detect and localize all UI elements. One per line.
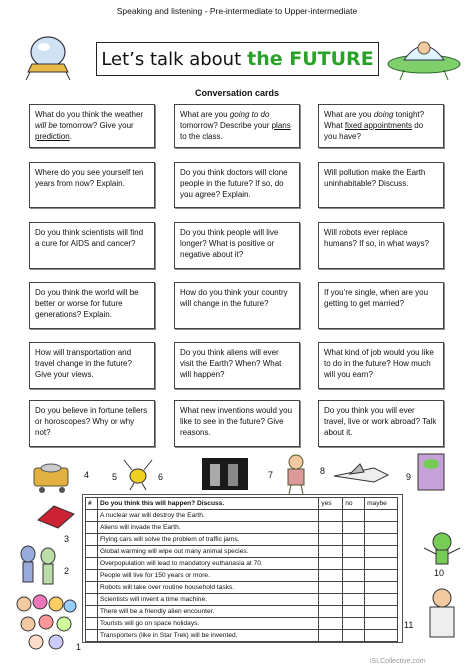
- survey-row: [86, 630, 398, 642]
- survey-header-maybe: maybe: [365, 498, 398, 510]
- survey-yes-cell[interactable]: [319, 582, 343, 594]
- card-text: tomorrow? Describe your: [180, 121, 272, 130]
- card-text: What are you: [324, 110, 374, 119]
- survey-row: [86, 570, 398, 582]
- conversation-card-12: If you’re single, when are you getting to get married?: [318, 282, 444, 329]
- survey-no-cell[interactable]: [343, 570, 365, 582]
- conversation-card-11: How do you think your country will change in the future?: [174, 282, 300, 329]
- survey-yes-cell[interactable]: [319, 570, 343, 582]
- picture-number-6: 6: [158, 472, 164, 482]
- picture-number-3: 3: [64, 534, 70, 544]
- survey-row: [86, 510, 398, 522]
- card-text: .: [69, 132, 72, 141]
- survey-no-cell[interactable]: [343, 594, 365, 606]
- survey-header-row: [86, 498, 398, 510]
- survey-header-question: Do you think this will happen? Discuss.: [97, 498, 318, 510]
- survey-statement: Flying cars will solve the problem of traffic jams.: [97, 534, 318, 546]
- green-alien-illustration: [420, 530, 464, 570]
- conversation-card-18: Do you think you will ever travel, live or work abroad? Talk about it.: [318, 400, 444, 447]
- survey-yes-cell[interactable]: [319, 546, 343, 558]
- survey-maybe-cell[interactable]: [365, 582, 398, 594]
- survey-statement: Robots will take over routine household tasks.: [97, 582, 318, 594]
- survey-number-cell: [86, 522, 98, 534]
- survey-statement: Tourists will go on space holidays.: [97, 618, 318, 630]
- survey-no-cell[interactable]: [343, 534, 365, 546]
- picture-number-11: 11: [404, 620, 414, 630]
- survey-header-number: #: [86, 498, 98, 510]
- survey-statement: Global warming will wipe out many animal species.: [97, 546, 318, 558]
- survey-statement: There will be a friendly alien encounter.: [97, 606, 318, 618]
- survey-yes-cell[interactable]: [319, 522, 343, 534]
- survey-statement: Aliens will invade the Earth.: [97, 522, 318, 534]
- survey-yes-cell[interactable]: [319, 594, 343, 606]
- card-text: to the class.: [180, 132, 223, 141]
- survey-statement: People will live for 150 years or more.: [97, 570, 318, 582]
- section-title: Conversation cards: [194, 88, 280, 98]
- card-text: tomorrow? Give your: [57, 121, 134, 130]
- picture-number-7: 7: [268, 470, 274, 480]
- survey-statement: Transporters (like in Star Trek) will be invented.: [97, 630, 318, 642]
- time-machine-illustration: [28, 460, 80, 494]
- picture-number-1: 1: [76, 642, 82, 652]
- survey-statement: A nuclear war will destroy the Earth.: [97, 510, 318, 522]
- aliens-group-illustration: [16, 544, 62, 590]
- footer-watermark: iSLCollective.com: [370, 658, 426, 665]
- alien-creature-illustration: [118, 458, 158, 492]
- robots-illustration: [200, 456, 250, 492]
- card-emphasis: doing: [373, 110, 394, 119]
- survey-number-cell: [86, 510, 98, 522]
- survey-statement: Overpopulation will lead to mandatory euthanasia at 70.: [97, 558, 318, 570]
- survey-maybe-cell[interactable]: [365, 534, 398, 546]
- survey-no-cell[interactable]: [343, 582, 365, 594]
- survey-yes-cell[interactable]: [319, 558, 343, 570]
- alien-ufo-illustration: [384, 28, 464, 82]
- survey-no-cell[interactable]: [343, 618, 365, 630]
- survey-no-cell[interactable]: [343, 558, 365, 570]
- survey-row: [86, 594, 398, 606]
- survey-no-cell[interactable]: [343, 630, 365, 642]
- flying-car-illustration: [34, 500, 78, 534]
- survey-no-cell[interactable]: [343, 546, 365, 558]
- survey-yes-cell[interactable]: [319, 510, 343, 522]
- survey-number-cell: [86, 594, 98, 606]
- card-underline: plans: [271, 121, 291, 130]
- survey-maybe-cell[interactable]: [365, 558, 398, 570]
- card-text: What do you think the weather: [35, 110, 144, 119]
- card-emphasis: going to do: [229, 110, 270, 119]
- survey-header-yes: yes: [319, 498, 343, 510]
- subtitle: Speaking and listening - Pre-intermediate to Upper-intermediate: [116, 6, 358, 16]
- survey-maybe-cell[interactable]: [365, 594, 398, 606]
- survey-row: [86, 606, 398, 618]
- survey-row: [86, 534, 398, 546]
- survey-number-cell: [86, 606, 98, 618]
- survey-number-cell: [86, 570, 98, 582]
- card-underline: fixed appointments: [344, 121, 413, 130]
- survey-number-cell: [86, 618, 98, 630]
- conversation-card-3: [318, 104, 444, 148]
- conversation-card-14: Do you think aliens will ever visit the Earth? When? What will happen?: [174, 342, 300, 389]
- teleporter-illustration: [416, 452, 446, 492]
- conversation-card-13: How will transportation and travel change in the future? Give your views.: [29, 342, 155, 389]
- picture-number-8: 8: [320, 466, 326, 476]
- picture-number-2: 2: [64, 566, 70, 576]
- title-box: [96, 42, 379, 76]
- conversation-card-4: Where do you see yourself ten years from now? Explain.: [29, 162, 155, 208]
- conversation-card-5: Do you think doctors will clone people in the future? If so, do you agree? Explain.: [174, 162, 300, 208]
- survey-header-no: no: [343, 498, 365, 510]
- conversation-card-8: Do you think people will live longer? What is positive or negative about it?: [174, 222, 300, 269]
- survey-row: [86, 618, 398, 630]
- survey-number-cell: [86, 558, 98, 570]
- survey-row: [86, 582, 398, 594]
- card-text: do you have?: [324, 121, 424, 141]
- card-text: tonight? What: [324, 110, 425, 130]
- crystal-ball-illustration: [20, 24, 76, 82]
- conversation-card-10: Do you think the world will be better or worse for future generations? Explain.: [29, 282, 155, 329]
- conversation-card-9: Will robots ever replace humans? If so, in what ways?: [318, 222, 444, 269]
- survey-maybe-cell[interactable]: [365, 630, 398, 642]
- survey-number-cell: [86, 534, 98, 546]
- card-text: What are you: [180, 110, 230, 119]
- survey-maybe-cell[interactable]: [365, 522, 398, 534]
- survey-no-cell[interactable]: [343, 606, 365, 618]
- conversation-card-17: What new inventions would you like to see in the future? Give reasons.: [174, 400, 300, 447]
- conversation-card-2: [174, 104, 300, 148]
- title-highlight: the FUTURE: [247, 48, 374, 70]
- survey-number-cell: [86, 582, 98, 594]
- survey-row: [86, 522, 398, 534]
- survey-maybe-cell[interactable]: [365, 510, 398, 522]
- survey-yes-cell[interactable]: [319, 534, 343, 546]
- card-emphasis: will be: [35, 121, 58, 130]
- conversation-card-7: Do you think scientists will find a cure for AIDS and cancer?: [29, 222, 155, 269]
- picture-number-5: 5: [112, 472, 118, 482]
- survey-maybe-cell[interactable]: [365, 570, 398, 582]
- picture-number-10: 10: [434, 568, 445, 578]
- survey-row: [86, 558, 398, 570]
- survey-maybe-cell[interactable]: [365, 618, 398, 630]
- survey-number-cell: [86, 630, 98, 642]
- title-text: Let’s talk about: [101, 48, 242, 70]
- picture-number-9: 9: [406, 472, 412, 482]
- survey-maybe-cell[interactable]: [365, 606, 398, 618]
- survey-yes-cell[interactable]: [319, 606, 343, 618]
- crowd-illustration: [14, 592, 78, 654]
- survey-yes-cell[interactable]: [319, 618, 343, 630]
- old-man-illustration: [276, 452, 316, 496]
- survey-row: [86, 546, 398, 558]
- survey-table: [85, 497, 398, 642]
- survey-yes-cell[interactable]: [319, 630, 343, 642]
- survey-maybe-cell[interactable]: [365, 546, 398, 558]
- survey-statement: Scientists will invent a time machine.: [97, 594, 318, 606]
- survey-no-cell[interactable]: [343, 522, 365, 534]
- space-shuttle-illustration: [330, 462, 392, 488]
- card-underline: prediction: [35, 132, 70, 141]
- surgeon-illustration: [418, 586, 466, 646]
- survey-number-cell: [86, 546, 98, 558]
- conversation-card-16: Do you believe in fortune tellers or horoscopes? Why or why not?: [29, 400, 155, 447]
- picture-number-4: 4: [84, 470, 90, 480]
- conversation-card-6: Will pollution make the Earth uninhabitable? Discuss.: [318, 162, 444, 208]
- conversation-card-1: [29, 104, 155, 148]
- conversation-card-15: What kind of job would you like to do in the future? How much will you earn?: [318, 342, 444, 389]
- survey-no-cell[interactable]: [343, 510, 365, 522]
